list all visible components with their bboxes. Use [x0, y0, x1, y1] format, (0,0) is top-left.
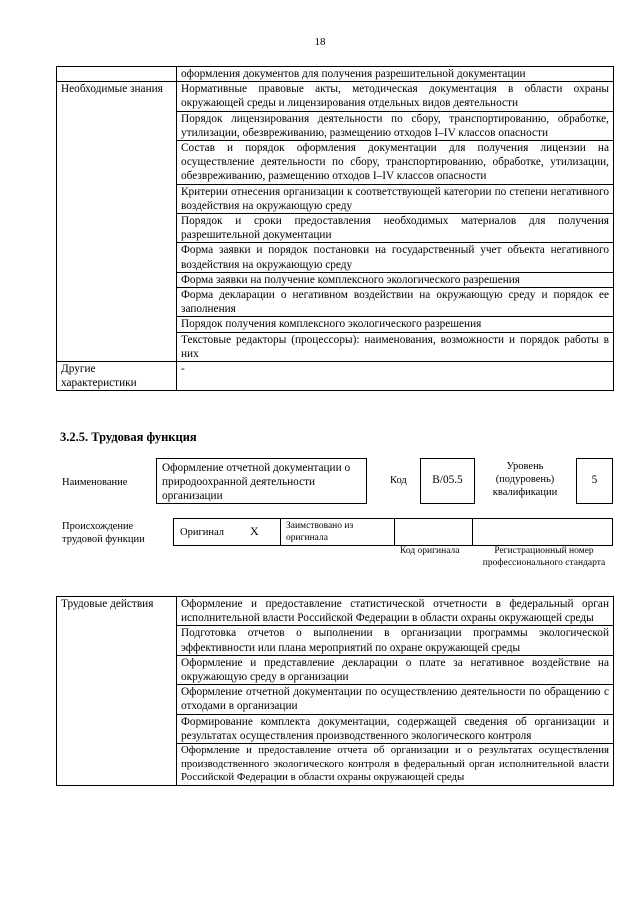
name-label: Наименование [62, 477, 128, 488]
actions-label: Трудовые действия [57, 597, 177, 786]
knowledge-item: Порядок лицензирования деятельности по сбору, транспортированию, обработке, утилизации, обезвреживанию, размещению отходов I–IV классов опасности [177, 111, 614, 140]
code-original-label: Код оригинала [400, 546, 460, 556]
table-row [57, 82, 614, 111]
section-title: 3.2.5. Трудовая функция [60, 430, 197, 444]
table-row [57, 362, 614, 391]
original-mark: X [250, 524, 259, 538]
action-item: Формирование комплекта документации, содержащей сведения об организации и результатах осуществления производственного экологического контроля [177, 714, 614, 743]
knowledge-item: Состав и порядок оформления документации для получения лицензии на осуществление деятельности по сбору, транспортированию, обработке, утилизации, обезвреживанию, размещению отходов I–IV классов опасности [177, 141, 614, 185]
action-item: Оформление отчетной документации по осуществлению деятельности по обращению с отходами в организации [177, 685, 614, 714]
other-label: Другие характеристики [57, 362, 177, 391]
origin-box [173, 518, 613, 546]
table-row [57, 597, 614, 626]
knowledge-item: Критерии отнесения организации к соответствующей категории по степени негативного воздействия на окружающую среду [177, 184, 614, 213]
code-label: Код [390, 475, 407, 486]
name-value: Оформление отчетной документации о природоохранной деятельности организации [156, 458, 367, 504]
original-label: Оригинал [180, 527, 224, 538]
action-item: Оформление и предоставление отчета об организации и о результатах осуществления производственного экологического контроля в федеральный орган исполнительной власти Российской Федерации в области охраны окружающей среды [177, 744, 614, 786]
continued-cell: оформления документов для получения разрешительной документации [177, 67, 614, 82]
reg-number-label: Регистрационный номер профессионального стандарта [482, 546, 606, 568]
level-label: Уровень (подуровень) квалификации [492, 461, 558, 498]
knowledge-item: Текстовые редакторы (процессоры): наименования, возможности и порядок работы в них [177, 332, 614, 361]
knowledge-item: Порядок и сроки предоставления необходимых материалов для получения разрешительной документации [177, 214, 614, 243]
knowledge-item: Форма декларации о негативном воздействии на окружающую среду и порядок ее заполнения [177, 288, 614, 317]
actions-table [56, 596, 614, 786]
table-row [57, 67, 614, 82]
action-item: Оформление и представление декларации о плате за негативное воздействие на окружающую среду в организации [177, 655, 614, 684]
knowledge-table [56, 66, 614, 391]
action-item: Подготовка отчетов о выполнении в организации программы экологической эффективности или плана мероприятий по охране окружающей среды [177, 626, 614, 655]
knowledge-label: Необходимые знания [57, 82, 177, 362]
level-value: 5 [576, 458, 613, 504]
borrowed-label: Заимствовано из оригинала [286, 521, 354, 543]
code-value: B/05.5 [420, 458, 475, 504]
knowledge-item: Порядок получения комплексного экологического разрешения [177, 317, 614, 332]
knowledge-item: Форма заявки на получение комплексного экологического разрешения [177, 272, 614, 287]
other-value: - [177, 362, 614, 391]
action-item: Оформление и предоставление статистической отчетности в федеральный орган исполнительной власти Российской Федерации в области охраны окружающей среды [177, 597, 614, 626]
origin-label: Происхождение трудовой функции [62, 521, 145, 545]
knowledge-item: Форма заявки и порядок постановки на государственный учет объекта негативного воздействия на окружающую среду [177, 243, 614, 272]
knowledge-item: Нормативные правовые акты, методическая документация в области охраны окружающей среды и лицензирования отдельных видов деятельности [177, 82, 614, 111]
page-number: 18 [314, 36, 326, 48]
